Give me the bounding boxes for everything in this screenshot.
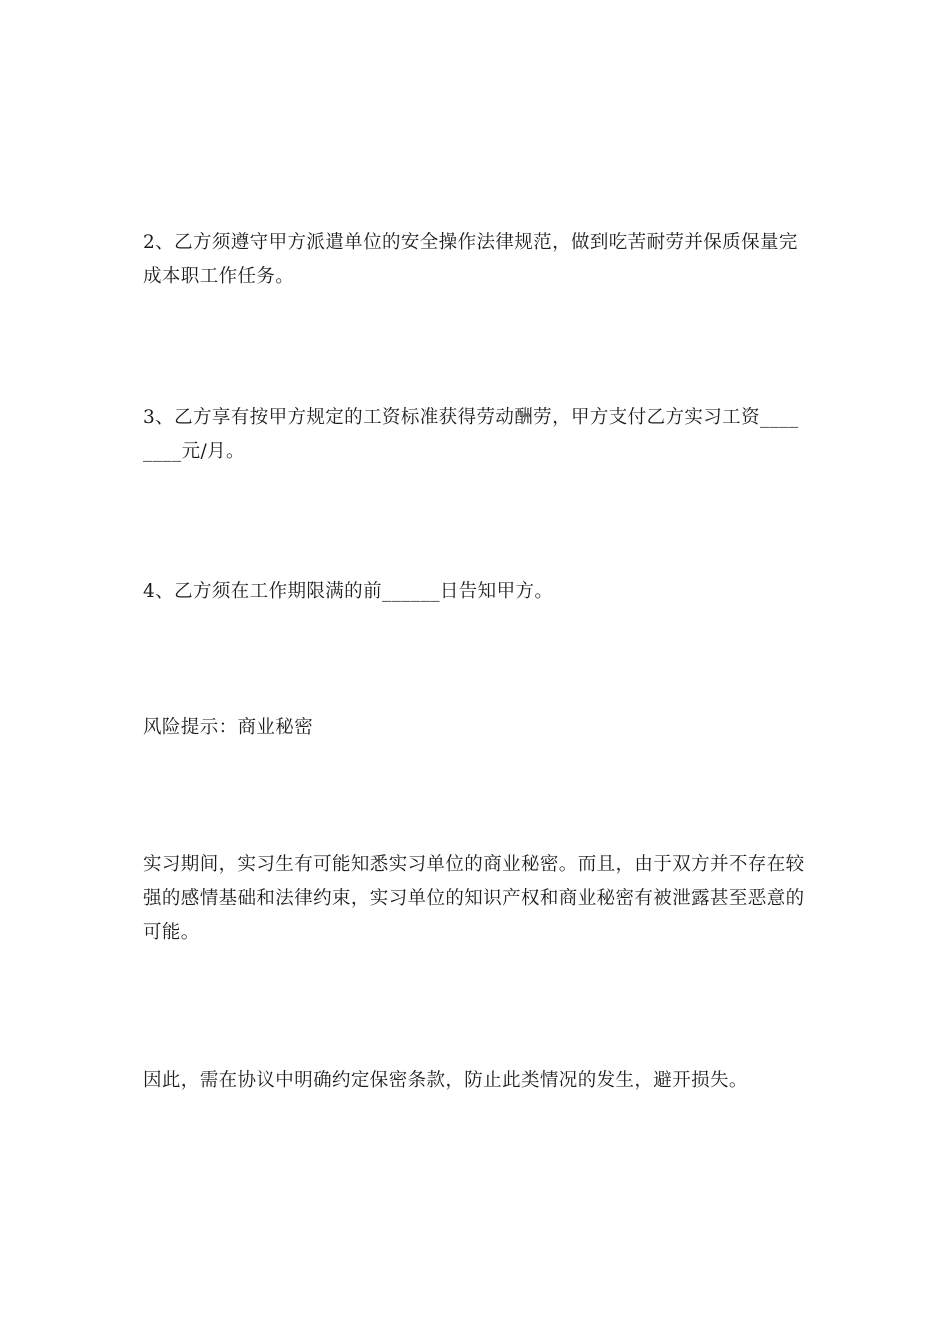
risk-heading: 风险提示：商业秘密 — [143, 717, 314, 738]
risk-conclusion-paragraph: 因此，需在协议中明确约定保密条款，防止此类情况的发生，避开损失。 — [143, 1070, 748, 1091]
clause-2-paragraph: 2、乙方须遵守甲方派遣单位的安全操作法律规范，做到吃苦耐劳并保质保量完成本职工作任务。 — [143, 232, 798, 287]
clause-3-paragraph: 3、乙方享有按甲方规定的工资标准获得劳动酬劳，甲方支付乙方实习工资________元/月。 — [143, 407, 799, 462]
risk-description-paragraph: 实习期间，实习生有可能知悉实习单位的商业秘密。而且，由于双方并不存在较强的感情基础和法律约束，实习单位的知识产权和商业秘密有被泄露甚至恶意的可能。 — [143, 854, 805, 943]
clause-4-paragraph: 4、乙方须在工作期限满的前______日告知甲方。 — [143, 581, 554, 602]
